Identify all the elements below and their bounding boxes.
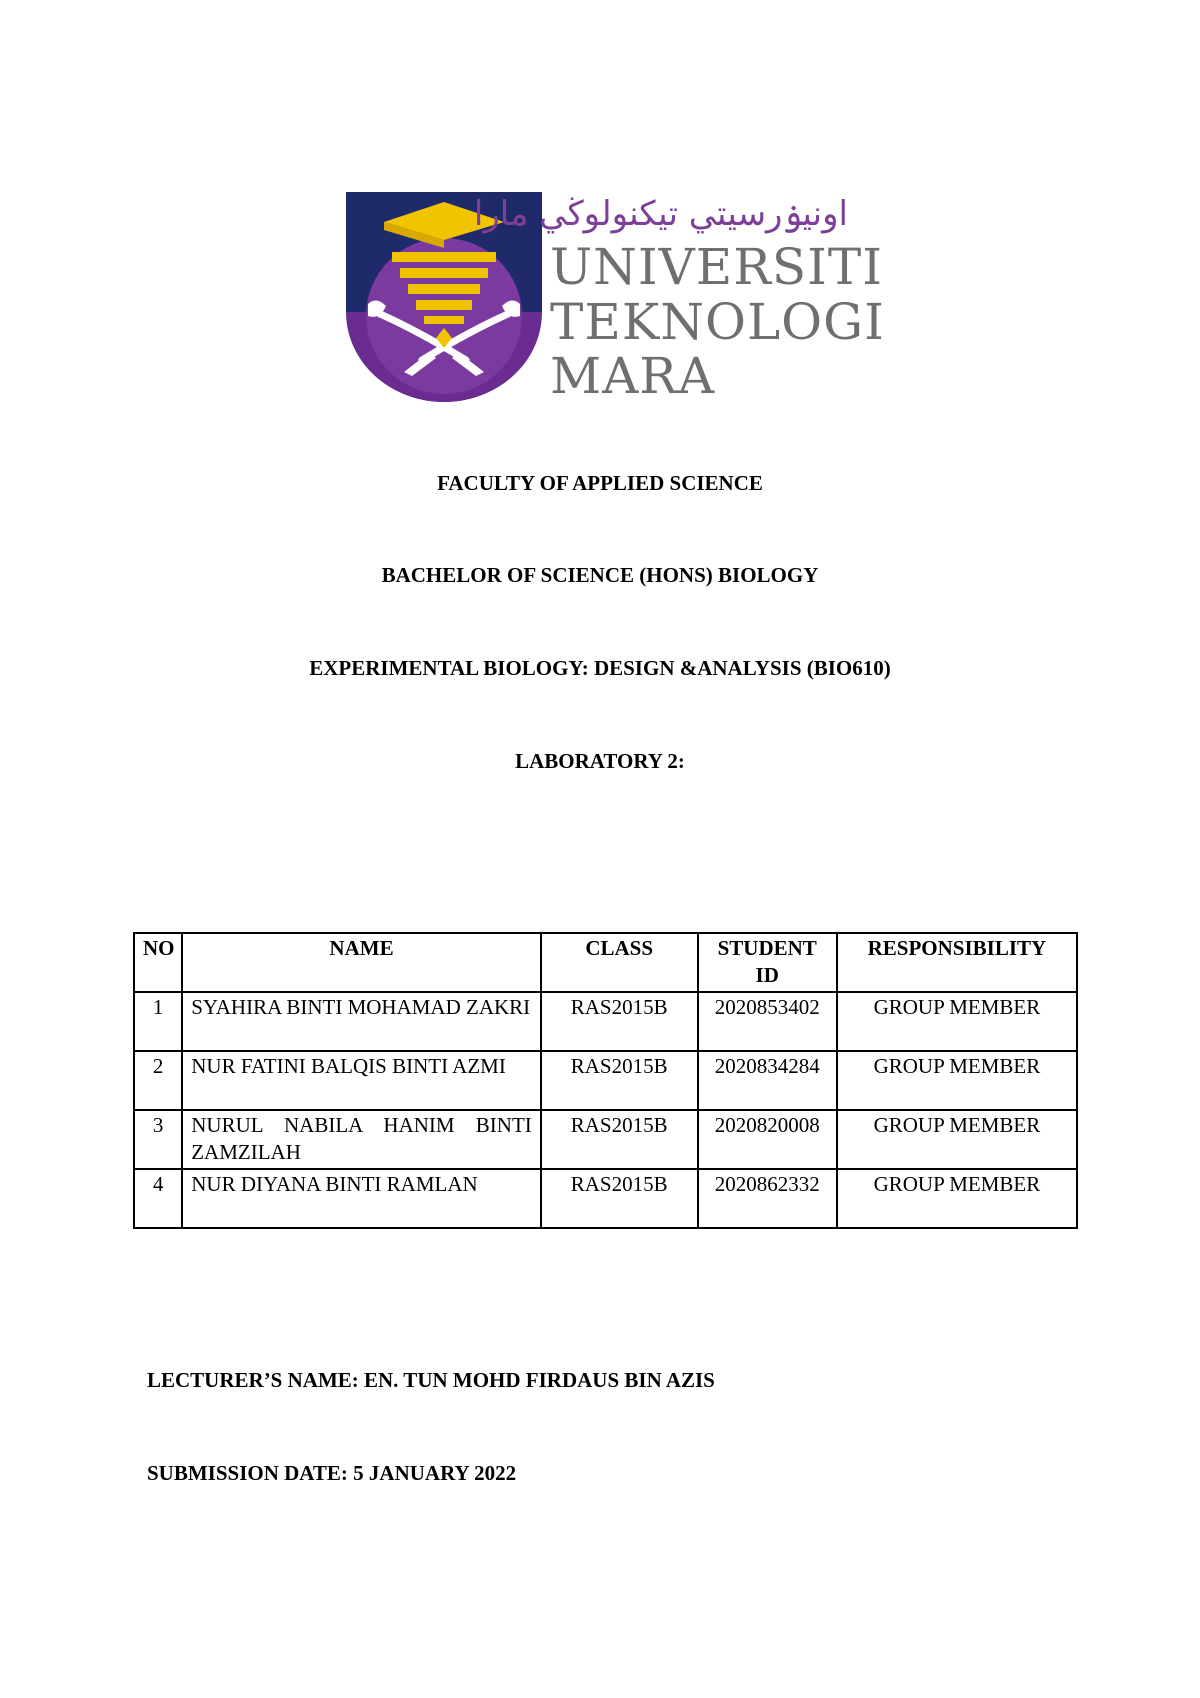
row-responsibility: GROUP MEMBER: [837, 1051, 1077, 1110]
faculty-heading: FACULTY OF APPLIED SCIENCE: [437, 471, 763, 495]
submission-date: SUBMISSION DATE: 5 JANUARY 2022: [147, 1461, 517, 1485]
programme-heading: BACHELOR OF SCIENCE (HONS) BIOLOGY: [381, 563, 819, 587]
table-header-row: [134, 933, 1077, 992]
row-name: SYAHIRA BINTI MOHAMAD ZAKRI: [182, 992, 541, 1051]
row-responsibility: GROUP MEMBER: [837, 1110, 1077, 1169]
header-student-id: STUDENT ID: [698, 933, 837, 992]
table-row: [134, 1169, 1077, 1228]
row-name: NUR DIYANA BINTI RAMLAN: [182, 1169, 541, 1228]
course-heading: EXPERIMENTAL BIOLOGY: DESIGN &ANALYSIS (BIO610): [309, 656, 891, 680]
table-row: [134, 1051, 1077, 1110]
row-name: NUR FATINI BALQIS BINTI AZMI: [182, 1051, 541, 1110]
university-wordmark: [473, 192, 885, 405]
row-name: NURUL NABILA HANIM BINTI ZAMZILAH: [182, 1110, 541, 1169]
row-responsibility: GROUP MEMBER: [837, 1169, 1077, 1228]
header-class: CLASS: [541, 933, 698, 992]
university-logo: [346, 192, 885, 405]
lecturer-name: LECTURER’S NAME: EN. TUN MOHD FIRDAUS BIN AZIS: [147, 1368, 715, 1392]
row-student-id: 2020853402: [698, 992, 837, 1051]
row-class: RAS2015B: [541, 992, 698, 1051]
table-row: [134, 992, 1077, 1051]
header-no: NO: [134, 933, 182, 992]
header-responsibility: RESPONSIBILITY: [837, 933, 1077, 992]
row-student-id: 2020862332: [698, 1169, 837, 1228]
row-student-id: 2020820008: [698, 1110, 837, 1169]
wordmark-line-1: UNIVERSITI: [550, 238, 883, 296]
row-no: 3: [134, 1110, 182, 1169]
row-no: 4: [134, 1169, 182, 1228]
row-student-id: 2020834284: [698, 1051, 837, 1110]
row-class: RAS2015B: [541, 1169, 698, 1228]
row-class: RAS2015B: [541, 1110, 698, 1169]
table-row: [134, 1110, 1077, 1169]
group-members-table: [133, 932, 1078, 1229]
row-no: 1: [134, 992, 182, 1051]
row-class: RAS2015B: [541, 1051, 698, 1110]
wordmark-line-3: MARA: [550, 347, 716, 405]
row-no: 2: [134, 1051, 182, 1110]
laboratory-heading: LABORATORY 2:: [515, 749, 685, 773]
header-name: NAME: [182, 933, 541, 992]
row-responsibility: GROUP MEMBER: [837, 992, 1077, 1051]
wordmark-line-2: TEKNOLOGI: [550, 293, 885, 351]
jawi-script-title: اونيۏرسيتي تيكنولوڬي مارا: [473, 194, 848, 234]
